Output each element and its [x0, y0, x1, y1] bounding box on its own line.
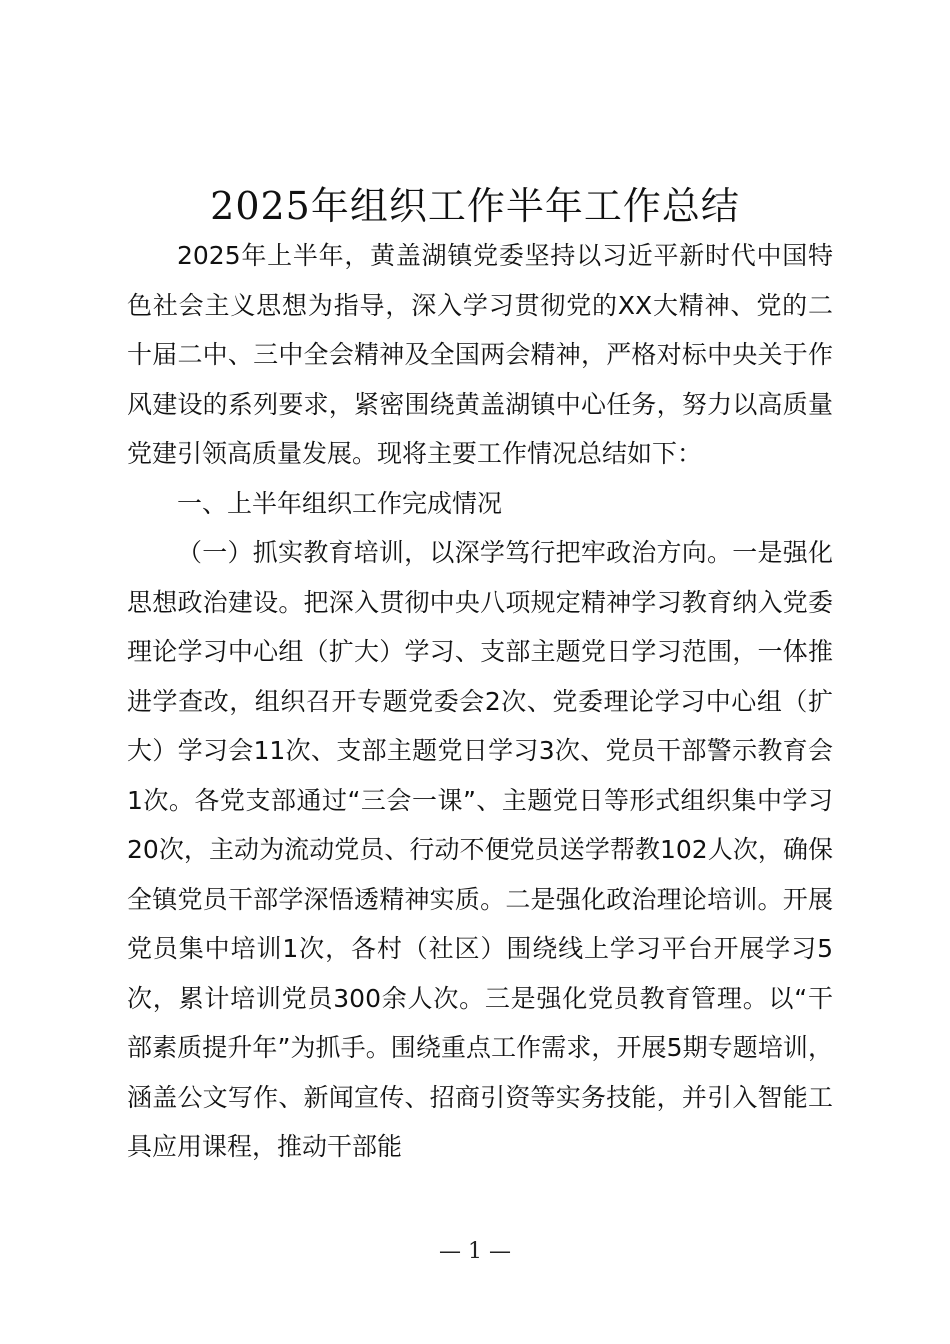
document-body — [127, 231, 833, 1172]
body-paragraph: （一）抓实教育培训，以深学笃行把牢政治方向。一是强化思想政治建设。把深入贯彻中央八项规定精神学习教育纳入党委理论学习中心组（扩大）学习、支部主题党日学习范围，一体推进学查改，组织召开专题党委会2次、党委理论学习中心组（扩大）学习会11次、支部主题党日学习3次、党员干部警示教育会1次。各党支部通过“三会一课”、主题党日等形式组织集中学习20次，主动为流动党员、行动不便党员送学帮教102人次，确保全镇党员干部学深悟透精神实质。二是强化政治理论培训。开展党员集中培训1次，各村（社区）围绕线上学习平台开展学习5次，累计培训党员300余人次。三是强化党员教育管理。以“干部素质提升年”为抓手。围绕重点工作需求，开展5期专题培训，涵盖公文写作、新闻宣传、招商引资等实务技能，并引入智能工具应用课程，推动干部能 — [127, 538, 833, 1161]
section-heading: 一、上半年组织工作完成情况 — [177, 488, 503, 518]
document-title: 2025年组织工作半年工作总结 — [210, 184, 740, 228]
page-number: — 1 — — [439, 1239, 511, 1264]
intro-paragraph: 2025年上半年，黄盖湖镇党委坚持以习近平新时代中国特色社会主义思想为指导，深入学习贯彻党的XX大精神、党的二十届二中、三中全会精神及全国两会精神，严格对标中央关于作风建设的系列要求，紧密围绕黄盖湖镇中心任务，努力以高质量党建引领高质量发展。现将主要工作情况总结如下： — [127, 241, 833, 468]
